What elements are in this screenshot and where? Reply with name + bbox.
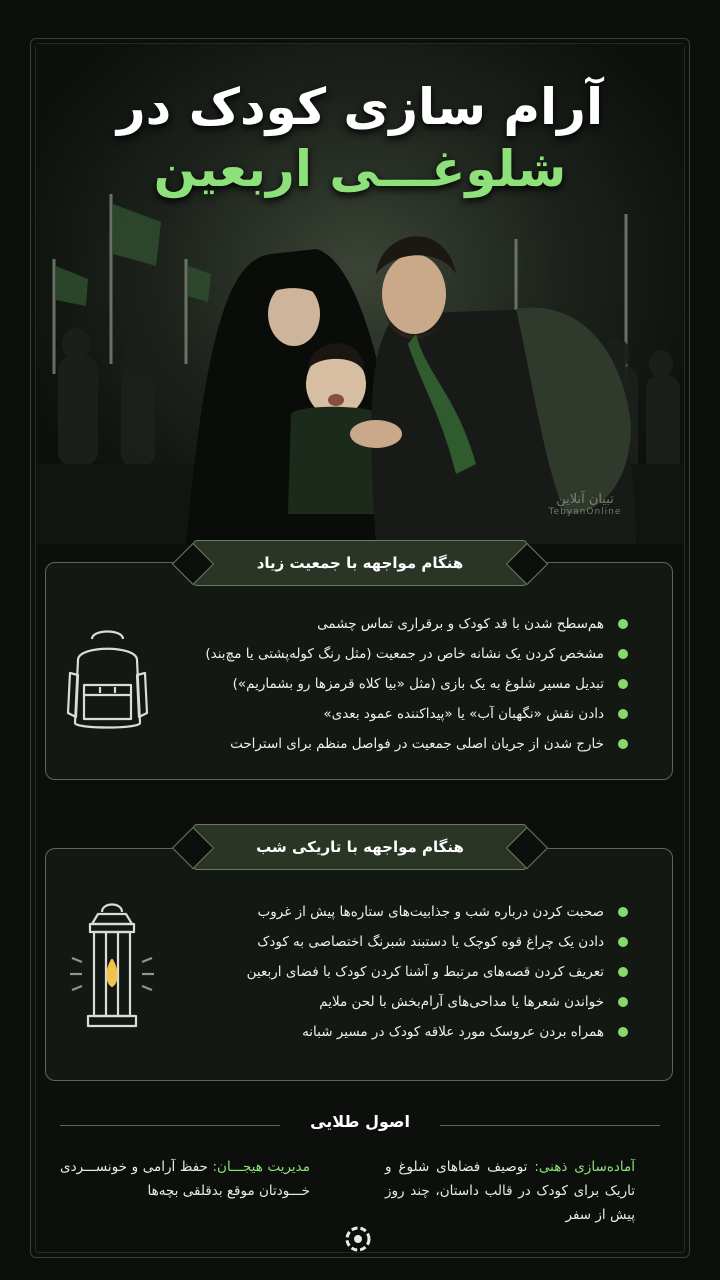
rule-mental-preparation bbox=[385, 1155, 635, 1227]
bullet-icon bbox=[618, 739, 628, 749]
night-tips-list bbox=[247, 897, 628, 1047]
bullet-icon bbox=[618, 937, 628, 947]
golden-rules-title: اصول طلایی bbox=[310, 1112, 410, 1131]
rule-text: حفظ آرامی و خونســـردی خـــودتان موقع بدقلقی بچه‌ها bbox=[60, 1159, 310, 1199]
bullet-icon bbox=[618, 997, 628, 1007]
watermark bbox=[540, 492, 630, 517]
list-item: صحبت کردن درباره شب و جذابیت‌های ستاره‌ها پیش از غروب bbox=[247, 897, 628, 927]
bullet-icon bbox=[618, 619, 628, 629]
rule-emotion-management bbox=[60, 1155, 310, 1203]
rule-text: توصیف فضاهای شلوغ و تاریک برای کودک در قالب داستان، چند روز پیش از سفر bbox=[385, 1159, 635, 1223]
golden-rules-header bbox=[60, 1110, 660, 1140]
list-item: تبدیل مسیر شلوغ به یک بازی (مثل «بیا کلاه قرمزها رو بشماریم») bbox=[205, 669, 628, 699]
bullet-icon bbox=[618, 679, 628, 689]
night-section-heading: هنگام مواجهه با تاریکی شب bbox=[193, 824, 527, 870]
list-item: مشخص کردن یک نشانه خاص در جمعیت (مثل رنگ کوله‌پشتی یا مچ‌بند) bbox=[205, 639, 628, 669]
crowd-tips-list bbox=[205, 609, 628, 759]
title-line-1: آرام سازی کودک در bbox=[116, 78, 604, 136]
list-item: خارج شدن از جریان اصلی جمعیت در فواصل منظم برای استراحت bbox=[205, 729, 628, 759]
bullet-icon bbox=[618, 1027, 628, 1037]
list-item: دادن نقش «نگهبان آب» یا «پیداکننده عمود بعدی» bbox=[205, 699, 628, 729]
rule-key: مدیریت هیجـــان: bbox=[212, 1159, 310, 1175]
bullet-icon bbox=[618, 709, 628, 719]
backpack-icon bbox=[60, 625, 155, 739]
bullet-icon bbox=[618, 967, 628, 977]
lantern-icon bbox=[62, 898, 162, 1042]
list-item: خواندن شعرها یا مداحی‌های آرام‌بخش با لحن ملایم bbox=[247, 987, 628, 1017]
watermark-en: TebyanOnline bbox=[548, 507, 622, 517]
bullet-icon bbox=[618, 649, 628, 659]
list-item: همراه بردن عروسک مورد علاقه کودک در مسیر شبانه bbox=[247, 1017, 628, 1047]
crowd-section-heading: هنگام مواجهه با جمعیت زیاد bbox=[193, 540, 527, 586]
title-line-2: شلوغـــی اربعین bbox=[153, 140, 567, 198]
watermark-fa: تبیان آنلاین bbox=[556, 492, 614, 507]
brand-logo-icon bbox=[345, 1226, 371, 1252]
list-item: تعریف کردن قصه‌های مرتبط و آشنا کردن کودک با فضای اربعین bbox=[247, 957, 628, 987]
bullet-icon bbox=[618, 907, 628, 917]
list-item: دادن یک چراغ قوه کوچک یا دستبند شبرنگ اختصاصی به کودک bbox=[247, 927, 628, 957]
list-item: هم‌سطح شدن با قد کودک و برقراری تماس چشمی bbox=[205, 609, 628, 639]
rule-key: آماده‌سازی ذهنی: bbox=[534, 1159, 635, 1175]
